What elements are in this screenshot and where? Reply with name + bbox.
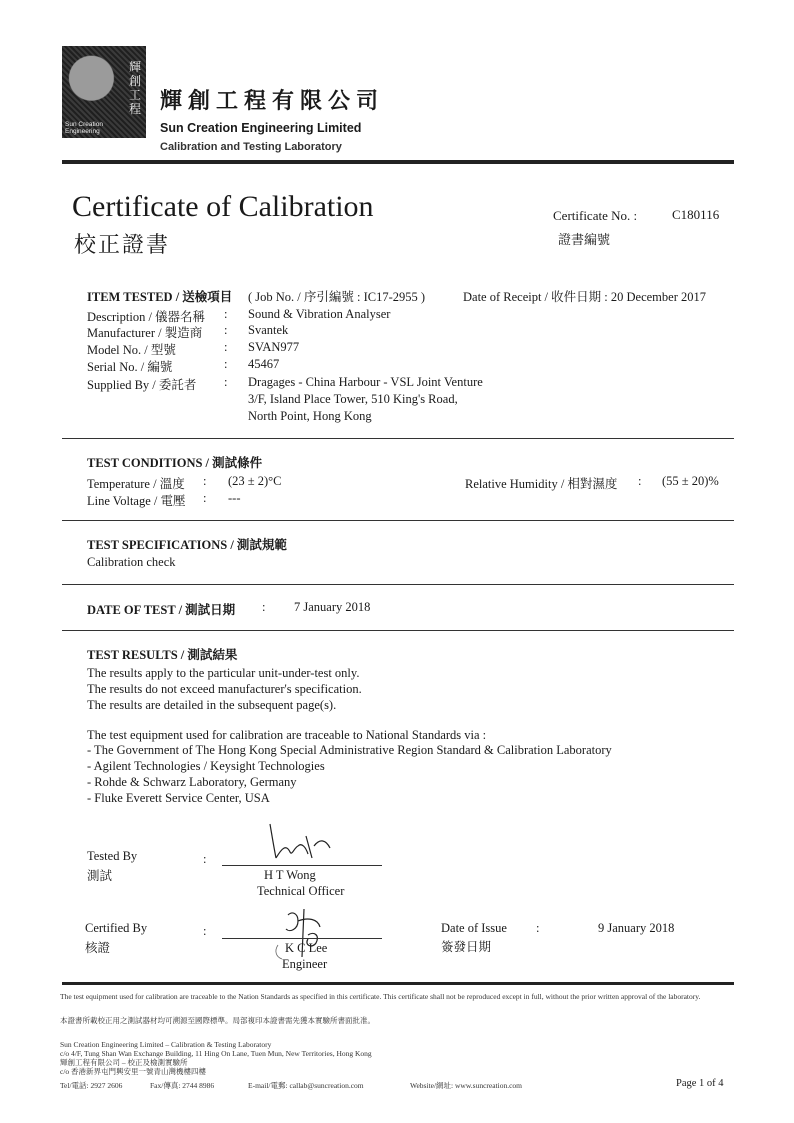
manufacturer-label: Manufacturer / 製造商 bbox=[87, 326, 203, 340]
serial-label: Serial No. / 編號 bbox=[87, 360, 173, 374]
supplied-by-value: Dragages - China Harbour - VSL Joint Venture bbox=[248, 375, 483, 389]
temperature-label: Temperature / 溫度 bbox=[87, 477, 185, 491]
section-divider bbox=[62, 520, 734, 521]
cert-no-label: Certificate No. : bbox=[553, 208, 638, 223]
footer-divider bbox=[62, 982, 734, 985]
footer-address: 輝創工程有限公司 – 校正及檢測實驗所 bbox=[60, 1058, 188, 1067]
company-name-en: Sun Creation Engineering Limited bbox=[160, 121, 362, 135]
logo-en-text: Sun Creation Engineering bbox=[65, 121, 103, 135]
humidity-label: Relative Humidity / 相對濕度 bbox=[465, 477, 618, 491]
test-results-heading: TEST RESULTS / 測試結果 bbox=[87, 648, 238, 662]
job-no: ( Job No. / 序引編號 : IC17-2955 ) bbox=[248, 290, 426, 304]
traceable-item: - Rohde & Schwarz Laboratory, Germany bbox=[87, 775, 297, 789]
address-line-1: 3/F, Island Place Tower, 510 King's Road, bbox=[248, 392, 458, 406]
company-logo bbox=[62, 46, 146, 138]
footer-address: Sun Creation Engineering Limited – Calibration & Testing Laboratory bbox=[60, 1040, 272, 1049]
traceable-item: - Fluke Everett Service Center, USA bbox=[87, 791, 270, 805]
description-value: Sound & Vibration Analyser bbox=[248, 307, 391, 321]
colon: : bbox=[638, 474, 642, 488]
cert-no-cn: 證書編號 bbox=[558, 232, 611, 247]
colon: : bbox=[203, 924, 207, 938]
footer-address: c/o 香港新界屯門興安里一號青山灣機樓四樓 bbox=[60, 1067, 207, 1076]
traceable-item: - Agilent Technologies / Keysight Technologies bbox=[87, 759, 325, 773]
section-divider bbox=[62, 630, 734, 631]
signature-line bbox=[222, 938, 382, 939]
colon: : bbox=[224, 307, 228, 321]
tester-name: H T Wong bbox=[264, 868, 316, 882]
footer-website: Website/網址: www.suncreation.com bbox=[410, 1081, 523, 1090]
certifier-name: K C Lee bbox=[285, 941, 328, 955]
certificate-title: Certificate of Calibration bbox=[72, 190, 374, 223]
tester-signature bbox=[262, 818, 342, 866]
result-line: The results are detailed in the subsequent page(s). bbox=[87, 698, 337, 712]
address-line-2: North Point, Hong Kong bbox=[248, 409, 372, 423]
logo-cn-text: 輝創工程 bbox=[128, 60, 141, 116]
date-of-receipt: Date of Receipt / 收件日期 : 20 December 2017 bbox=[463, 290, 706, 304]
colon: : bbox=[203, 474, 207, 488]
cert-no: C180116 bbox=[672, 207, 720, 222]
colon: : bbox=[224, 323, 228, 337]
result-line: The results apply to the particular unit-under-test only. bbox=[87, 666, 360, 680]
temperature-value: (23 ± 2)°C bbox=[228, 474, 282, 488]
footer-note-cn: 本證書所載校正用之測試器材均可溯源至國際標準。局部複印本證書需先獲本實驗所書面批准。 bbox=[60, 1016, 375, 1025]
model-label: Model No. / 型號 bbox=[87, 343, 176, 357]
date-of-issue-cn: 簽發日期 bbox=[441, 940, 492, 954]
footer-address: c/o 4/F, Tung Shan Wan Exchange Building, 11 Hing On Lane, Tuen Mun, New Territories, Hong Kong bbox=[60, 1049, 372, 1058]
test-specifications-value: Calibration check bbox=[87, 555, 176, 569]
section-divider bbox=[62, 584, 734, 585]
supplied-by-label: Supplied By / 委託者 bbox=[87, 378, 197, 392]
lab-name: Calibration and Testing Laboratory bbox=[160, 141, 342, 153]
page-number: Page 1 of 4 bbox=[676, 1078, 724, 1089]
colon: : bbox=[224, 340, 228, 354]
colon: : bbox=[224, 375, 228, 389]
tester-title: Technical Officer bbox=[257, 884, 345, 898]
footer-tel: Tel/電話: 2927 2606 bbox=[60, 1081, 123, 1090]
colon: : bbox=[224, 357, 228, 371]
test-specifications-heading: TEST SPECIFICATIONS / 測試規範 bbox=[87, 538, 287, 552]
certifier-title: Engineer bbox=[282, 957, 328, 971]
description-label: Description / 儀器名稱 bbox=[87, 310, 206, 324]
item-tested-heading: ITEM TESTED / 送檢項目 bbox=[87, 290, 233, 304]
voltage-value: --- bbox=[228, 491, 241, 505]
date-of-issue-label: Date of Issue bbox=[441, 921, 507, 935]
footer-note-en: The test equipment used for calibration are traceable to the Nation Standards as specified in this certificate. This certificate shall not be reproduced except in full, without the prior written approval of the laboratory. bbox=[60, 992, 701, 1001]
date-of-test-heading: DATE OF TEST / 測試日期 bbox=[87, 603, 236, 617]
footer-fax: Fax/傳真: 2744 8986 bbox=[150, 1081, 215, 1090]
company-name-cn: 輝創工程有限公司 bbox=[160, 88, 385, 113]
certified-by-cn: 核證 bbox=[85, 941, 111, 955]
result-line: The results do not exceed manufacturer's specification. bbox=[87, 682, 362, 696]
traceable-item: - The Government of The Hong Kong Special Administrative Region Standard & Calibration Laboratory bbox=[87, 743, 612, 757]
header-divider bbox=[62, 160, 734, 164]
certified-by-label: Certified By bbox=[85, 921, 148, 935]
section-divider bbox=[62, 438, 734, 439]
colon: : bbox=[203, 852, 207, 866]
footer-email: E-mail/電郵: callab@suncreation.com bbox=[248, 1081, 364, 1090]
date-of-issue: 9 January 2018 bbox=[598, 921, 675, 935]
certificate-title-cn: 校正證書 bbox=[74, 232, 171, 257]
traceable-intro: The test equipment used for calibration are traceable to National Standards via : bbox=[87, 728, 487, 742]
colon: : bbox=[203, 491, 207, 505]
serial-value: 45467 bbox=[248, 357, 280, 371]
test-conditions-heading: TEST CONDITIONS / 測試條件 bbox=[87, 456, 263, 470]
tested-by-label: Tested By bbox=[87, 849, 138, 863]
date-of-test-value: 7 January 2018 bbox=[294, 600, 371, 614]
model-value: SVAN977 bbox=[248, 340, 300, 354]
tested-by-cn: 測試 bbox=[87, 869, 113, 883]
humidity-value: (55 ± 20)% bbox=[662, 474, 719, 488]
voltage-label: Line Voltage / 電壓 bbox=[87, 494, 186, 508]
colon: : bbox=[536, 921, 540, 935]
manufacturer-value: Svantek bbox=[248, 323, 289, 337]
colon: : bbox=[262, 600, 266, 614]
signature-line bbox=[222, 865, 382, 866]
